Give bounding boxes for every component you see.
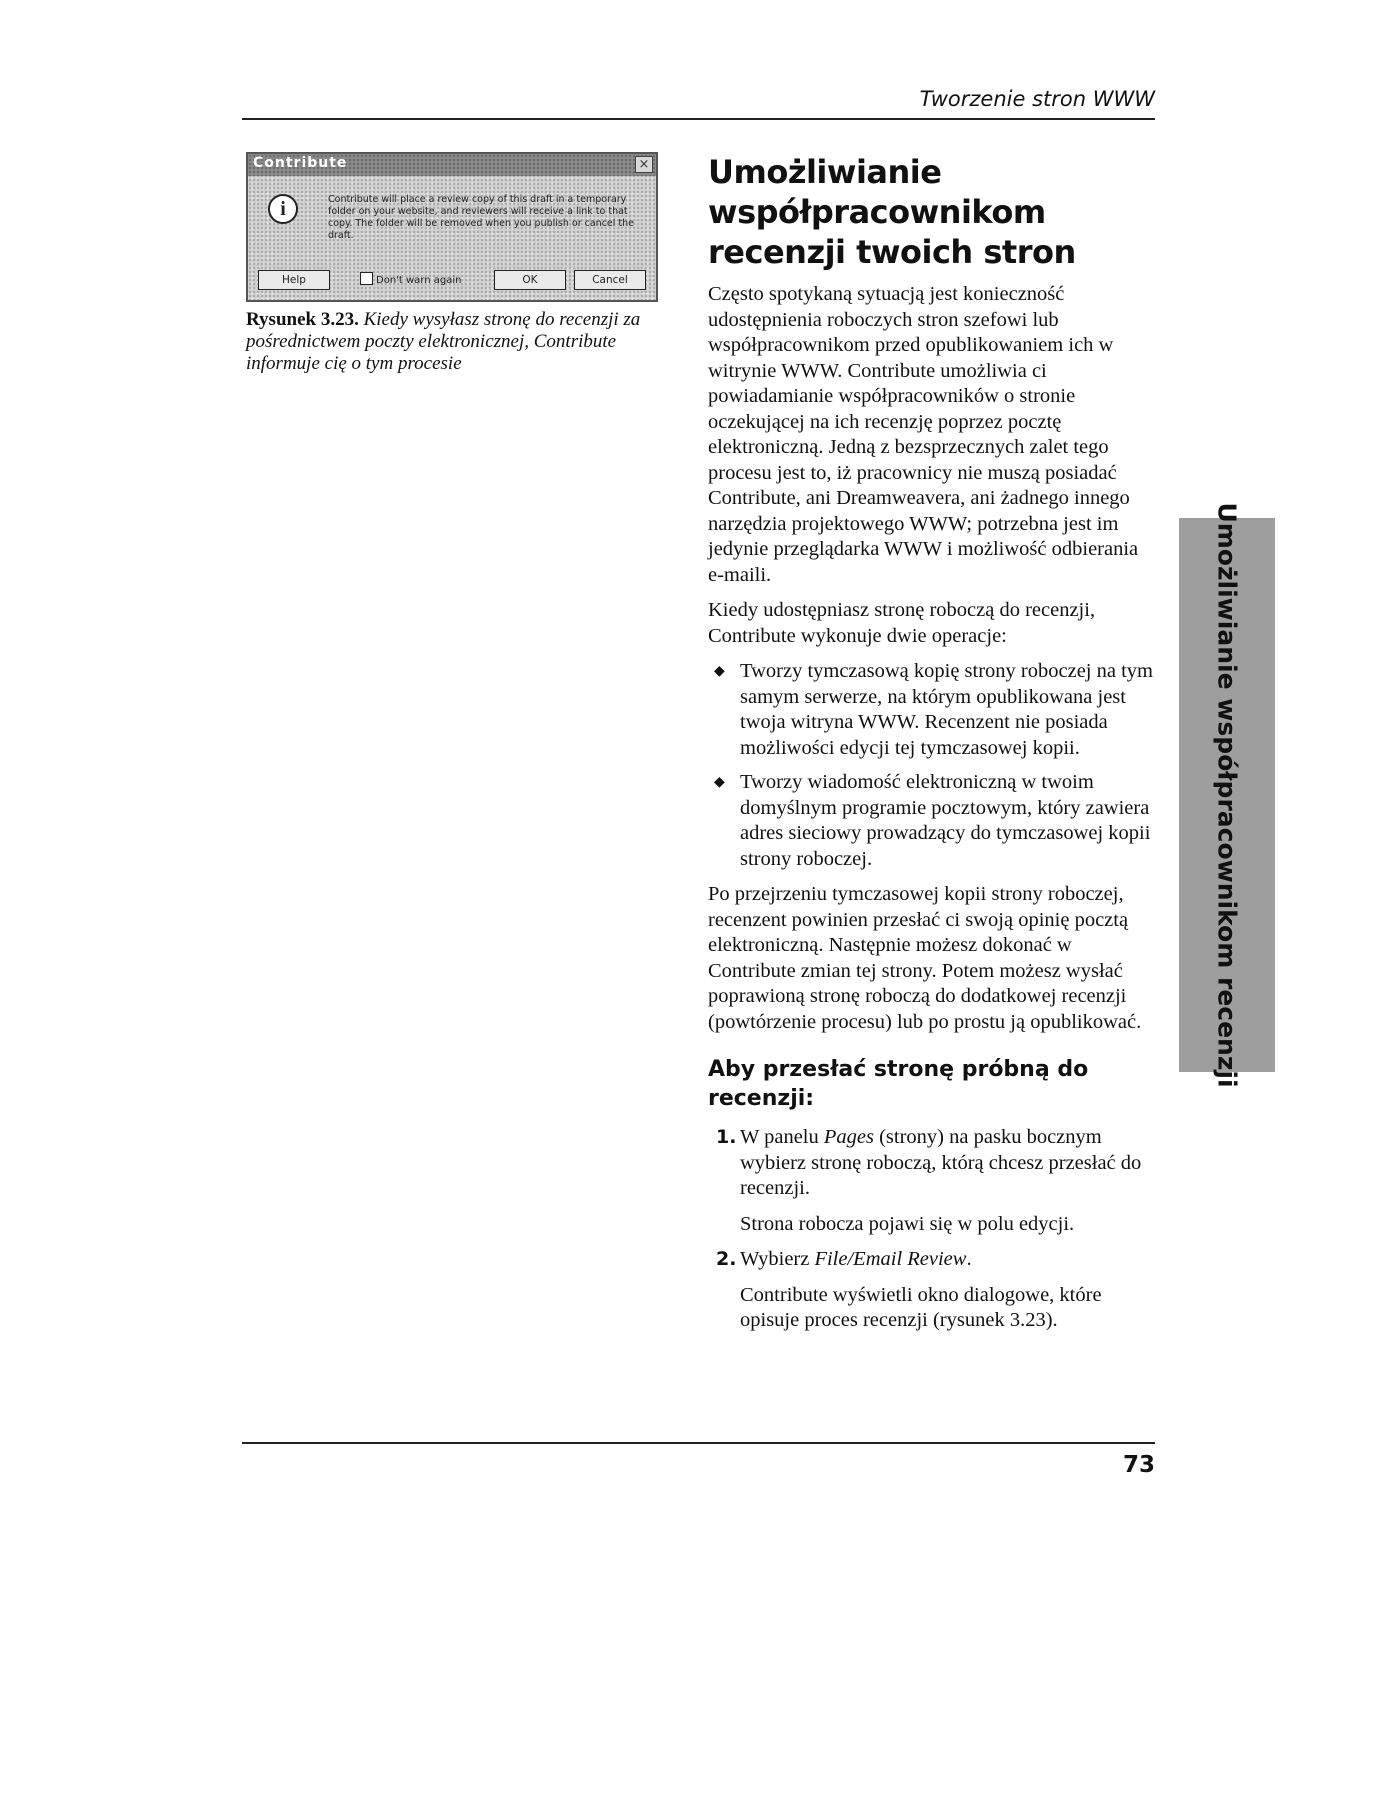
- paragraph: Często spotykaną sytuacją jest konieczność udostępnienia roboczych stron szefowi lub współpracownikom przed opublikowaniem ich w witrynie WWW. Contribute umożliwia ci powiadamianie współpracowników o stronie oczekującej na ich recenzję poprzez pocztę elektroniczną. Jedną z bezsprzecznych zalet tego procesu jest to, iż pracownicy nie muszą posiadać Contribute, ani Dreamweavera, ani żadnego innego narzędzia projektowego WWW; potrzebna jest im jedynie przeglądarka WWW i możliwość odbierania e-maili.: [708, 283, 1139, 586]
- step-result: Strona robocza pojawi się w polu edycji.: [740, 1212, 1075, 1235]
- step-list: [708, 1125, 1158, 1334]
- step-item: [708, 1125, 1158, 1237]
- bullet-list: [708, 659, 1158, 872]
- page-number: 73: [1122, 1452, 1155, 1478]
- step-number: 1.: [716, 1126, 737, 1148]
- dont-warn-checkbox: [360, 272, 461, 286]
- close-icon: ×: [635, 156, 653, 173]
- side-tab: [1179, 502, 1275, 1088]
- diamond-bullet-icon: ◆: [714, 664, 725, 679]
- side-tab-label: Umożliwianie współpracownikom recenzji: [1212, 502, 1242, 1088]
- dialog-title: Contribute: [253, 155, 348, 171]
- step-text: W panelu Pages (strony) na pasku bocznym wybierz stronę roboczą, którą chcesz przesłać do recenzji.: [740, 1126, 1142, 1199]
- list-item-text: Tworzy tymczasową kopię strony roboczej na tym samym serwerze, na którym opublikowana jest twoja witryna WWW. Recenzent nie posiada możliwości edycji tej tymczasowej kopii.: [740, 660, 1153, 759]
- caption-number: Rysunek 3.23.: [246, 309, 359, 330]
- bottom-rule: [242, 1442, 1155, 1444]
- diamond-bullet-icon: ◆: [714, 775, 725, 790]
- running-head: Tworzenie stron WWW: [242, 84, 1155, 120]
- procedure-title: Aby przesłać stronę próbną do recenzji:: [708, 1057, 1089, 1111]
- ok-button: OK: [494, 270, 566, 290]
- main-column: [708, 152, 1158, 1344]
- checkbox-icon: [360, 272, 373, 285]
- paragraph: Po przejrzeniu tymczasowej kopii strony roboczej, recenzent powinien przesłać ci swoją opinię pocztą elektroniczną. Następnie możesz dokonać w Contribute zmian tej strony. Potem możesz wysłać poprawioną stronę roboczą do dodatkowej recenzji (powtórzenie procesu) lub po prostu ją opublikować.: [708, 883, 1142, 1033]
- caption-text: Kiedy wysyłasz stronę do recenzji za pośrednictwem poczty elektronicznej, Contribute informuje cię o tym procesie: [246, 309, 641, 374]
- cancel-button: Cancel: [574, 270, 646, 290]
- checkbox-label: Don't warn again: [376, 275, 462, 286]
- list-item-text: Tworzy wiadomość elektroniczną w twoim domyślnym programie pocztowym, który zawiera adres sieciowy prowadzący do tymczasowej kopii strony roboczej.: [740, 771, 1151, 870]
- list-item: [708, 659, 1158, 761]
- list-item: [708, 770, 1158, 872]
- help-button: Help: [258, 270, 330, 290]
- contribute-dialog-screenshot: [246, 152, 658, 302]
- info-icon: i: [268, 194, 298, 224]
- step-item: [708, 1247, 1158, 1334]
- section-title: Umożliwianie współpracownikom recenzji twoich stron: [708, 153, 1076, 271]
- dialog-title-bar: [248, 154, 656, 176]
- dialog-message: Contribute will place a review copy of this draft in a temporary folder on your website, and reviewers will receive a link to that copy. The folder will be removed when you publish or cancel the draft.: [328, 194, 635, 241]
- step-number: 2.: [716, 1248, 737, 1270]
- figure-caption: [246, 309, 666, 375]
- paragraph: Kiedy udostępniasz stronę roboczą do recenzji, Contribute wykonuje dwie operacje:: [708, 599, 1096, 647]
- step-result: Contribute wyświetli okno dialogowe, które opisuje proces recenzji (rysunek 3.23).: [740, 1283, 1102, 1331]
- step-text: Wybierz File/Email Review.: [740, 1248, 972, 1270]
- figure: [246, 152, 658, 375]
